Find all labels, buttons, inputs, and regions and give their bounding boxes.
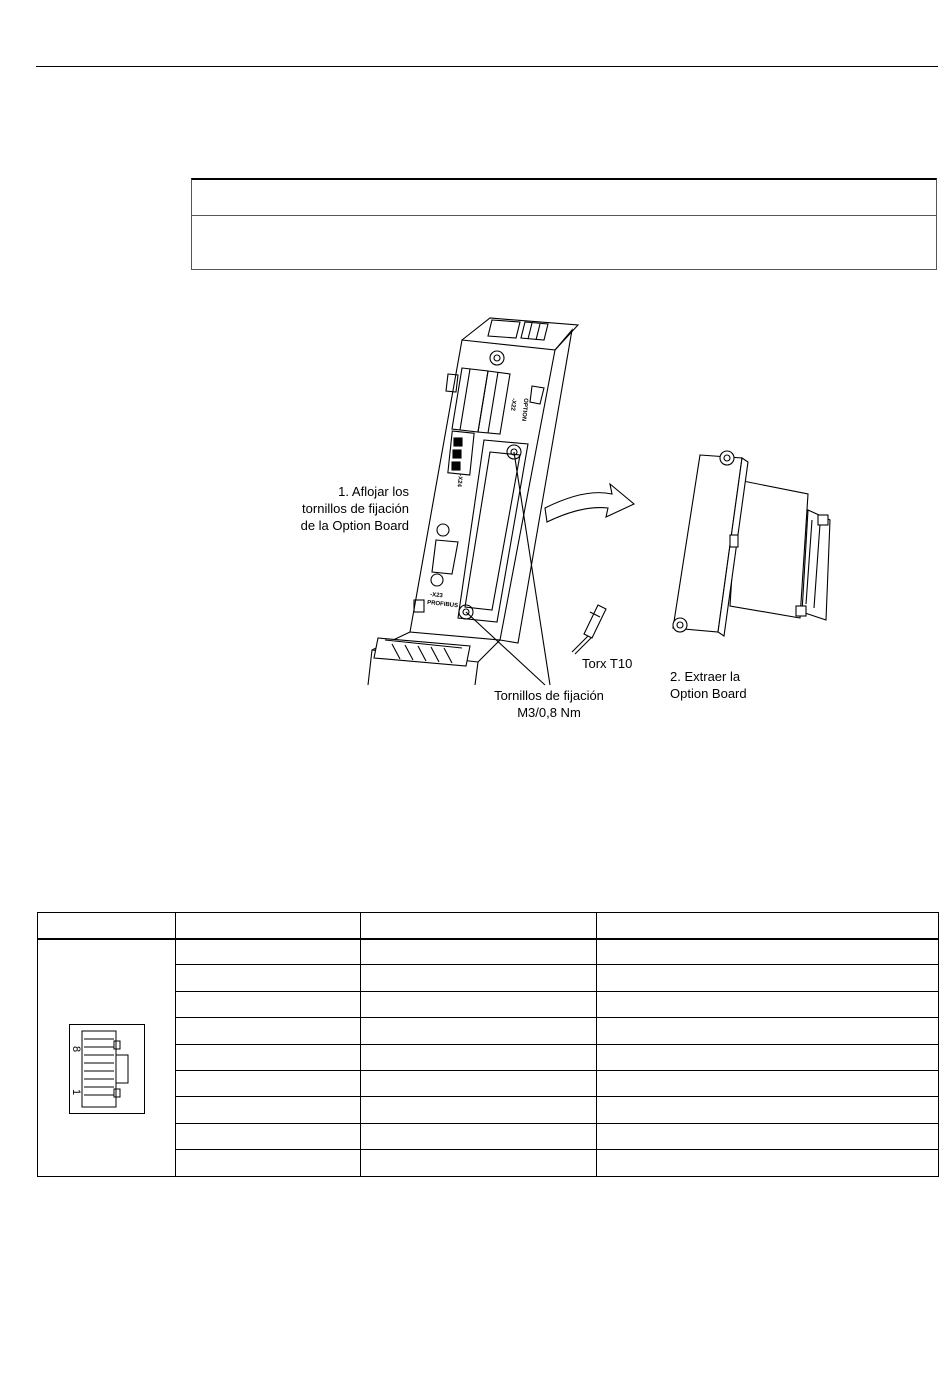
table-cell — [597, 1123, 939, 1149]
table-cell — [361, 1018, 597, 1044]
table-cell — [361, 939, 597, 965]
table-cell — [176, 1097, 361, 1123]
callout-screws-line2: M3/0,8 Nm — [517, 705, 581, 720]
table-cell — [361, 1150, 597, 1177]
callout-step2-line1: 2. Extraer la — [670, 669, 741, 684]
table-cell — [176, 965, 361, 991]
notice-box — [191, 178, 937, 270]
table-cell — [361, 965, 597, 991]
screw-leader-bottom — [466, 612, 545, 685]
table-cell — [176, 939, 361, 965]
pin-table — [37, 912, 939, 1177]
table-cell — [597, 1150, 939, 1177]
label-profibus: PROFIBUS — [426, 600, 459, 610]
table-header — [597, 913, 939, 939]
pin-label-bottom: 1 — [70, 1088, 82, 1095]
rj45-port-icon — [69, 1024, 145, 1114]
table-header-row — [38, 913, 939, 939]
label-option: OPTION — [520, 397, 529, 422]
table-cell — [597, 1097, 939, 1123]
table-cell — [176, 1018, 361, 1044]
callout-screws — [488, 687, 610, 721]
screwdriver-icon — [572, 605, 606, 654]
callout-step1-line1: 1. Aflojar los — [338, 484, 409, 499]
table-cell — [597, 939, 939, 965]
table-row — [38, 939, 939, 965]
table-cell — [361, 1097, 597, 1123]
pin-label-top: 8 — [70, 1045, 82, 1052]
callout-step1-line2: tornillos de fijación — [302, 501, 409, 516]
callout-screws-line1: Tornillos de fijación — [494, 688, 604, 703]
callout-step2 — [670, 668, 747, 702]
header-rule — [36, 66, 938, 67]
table-cell — [176, 991, 361, 1017]
callout-step1-line3: de la Option Board — [300, 518, 409, 533]
table-cell — [597, 1070, 939, 1096]
label-x23: -X23 — [429, 592, 444, 600]
table-cell — [176, 1150, 361, 1177]
table-cell — [597, 1044, 939, 1070]
label-x22: -X22 — [509, 397, 517, 412]
table-header — [176, 913, 361, 939]
label-x24: -X24 — [455, 473, 463, 488]
callout-step1 — [301, 483, 409, 534]
table-cell — [361, 991, 597, 1017]
extracted-option-board — [673, 451, 830, 636]
table-cell — [597, 1018, 939, 1044]
table-cell — [176, 1070, 361, 1096]
table-cell — [361, 1070, 597, 1096]
table-cell — [597, 965, 939, 991]
table-header — [361, 913, 597, 939]
connector-image-cell — [38, 939, 176, 1177]
table-cell — [361, 1123, 597, 1149]
table-cell — [361, 1044, 597, 1070]
table-header — [38, 913, 176, 939]
right-arrow-icon — [545, 484, 634, 522]
callout-tool: Torx T10 — [582, 656, 633, 671]
notice-divider — [192, 215, 936, 216]
table-cell — [176, 1123, 361, 1149]
table-cell — [176, 1044, 361, 1070]
table-cell — [597, 991, 939, 1017]
callout-step2-line2: Option Board — [670, 686, 747, 701]
